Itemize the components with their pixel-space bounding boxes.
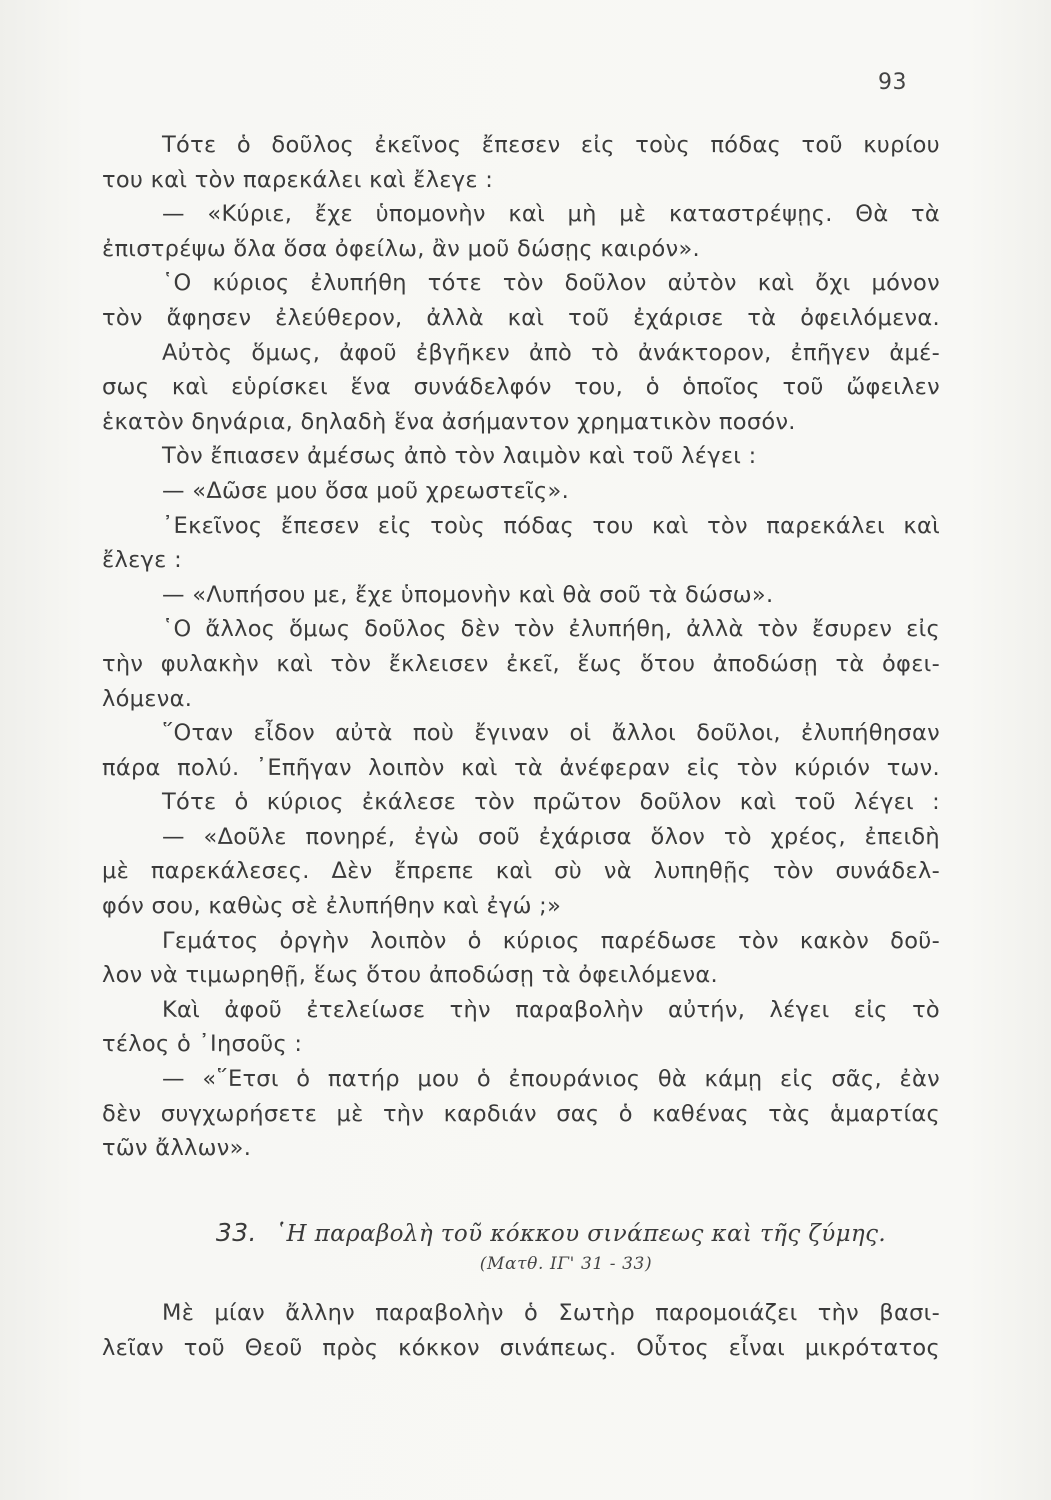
paragraph	[102, 924, 940, 993]
scripture-reference: (Ματθ. ΙΓ' 31 - 33)	[479, 1254, 653, 1274]
text-line: — «῞Ετσι ὁ πατήρ μου ὁ ἐπουράνιος θὰ κάμῃ εἰς σᾶς, ἐὰν	[162, 1066, 940, 1093]
text-line: ἔλεγε :	[102, 547, 182, 574]
dialogue-paragraph	[102, 820, 940, 924]
text-line: ῾Ο κύριος ἐλυπήθη τότε τὸν δοῦλον αὐτὸν καὶ ὄχι μόνον	[162, 270, 940, 297]
text-line: λεῖαν τοῦ Θεοῦ πρὸς κόκκον σινάπεως. Οὗτος εἶναι μικρότατος	[102, 1334, 940, 1361]
text-line: ἐπιστρέψω ὅλα ὅσα ὀφείλω, ἂν μοῦ δώσῃς καιρόν».	[102, 235, 700, 262]
page-number: 93	[878, 70, 907, 95]
text-line: τὸν ἄφησεν ἐλεύθερον, ἀλλὰ καὶ τοῦ ἐχάρισε τὰ ὀφειλόμενα.	[102, 304, 940, 331]
text-line: τέλος ὁ ᾿Ιησοῦς :	[102, 1031, 303, 1058]
text-line: Μὲ μίαν ἄλλην παραβολὴν ὁ Σωτὴρ παρομοιάζει τὴν βασι-	[162, 1300, 940, 1326]
main-text	[102, 128, 940, 1166]
paragraph	[102, 509, 940, 578]
text-line: Τὸν ἔπιασεν ἀμέσως ἀπὸ τὸν λαιμὸν καὶ τοῦ λέγει :	[162, 443, 757, 470]
text-line: Τότε ὁ δοῦλος ἐκεῖνος ἔπεσεν εἰς τοὺς πόδας τοῦ κυρίου	[162, 132, 940, 158]
text-line: φόν σου, καθὼς σὲ ἐλυπήθην καὶ ἐγώ ;»	[102, 893, 562, 920]
paragraph	[102, 336, 940, 440]
paragraph	[102, 612, 940, 716]
dialogue-paragraph	[162, 578, 940, 613]
paragraph	[102, 716, 940, 785]
paragraph	[102, 266, 940, 335]
text-line: — «Κύριε, ἔχε ὑπομονὴν καὶ μὴ μὲ καταστρέψῃς. Θὰ τὰ	[162, 201, 940, 228]
text-line: — «Δῶσε μου ὅσα μοῦ χρεωστεῖς».	[162, 477, 570, 504]
paragraph	[102, 128, 940, 197]
text-line: μὲ παρεκάλεσες. Δὲν ἔπρεπε καὶ σὺ νὰ λυπηθῇς τὸν συνάδελ-	[102, 858, 940, 885]
dialogue-paragraph	[102, 197, 940, 266]
paragraph	[102, 1296, 940, 1365]
text-line: ἑκατὸν δηνάρια, δηλαδὴ ἕνα ἀσήμαντον χρηματικὸν ποσόν.	[102, 408, 796, 435]
dialogue-paragraph	[102, 1062, 940, 1166]
text-line: Αὐτὸς ὅμως, ἀφοῦ ἐβγῆκεν ἀπὸ τὸ ἀνάκτορον, ἐπῆγεν ἀμέ-	[162, 339, 940, 366]
text-line: δὲν συγχωρήσετε μὲ τὴν καρδιάν σας ὁ καθένας τὰς ἁμαρτίας	[102, 1100, 940, 1127]
section-reference	[162, 1254, 940, 1274]
text-line: — «Δοῦλε πονηρέ, ἐγὼ σοῦ ἐχάρισα ὅλον τὸ χρέος, ἐπειδὴ	[162, 823, 940, 850]
section-number: 33.	[215, 1218, 257, 1247]
text-line: του καὶ τὸν παρεκάλει καὶ ἔλεγε :	[102, 166, 494, 193]
section-heading	[162, 1218, 940, 1247]
text-line: Καὶ ἀφοῦ ἐτελείωσε τὴν παραβολὴν αὐτήν, λέγει εἰς τὸ	[162, 996, 940, 1023]
section-text	[102, 1296, 940, 1365]
text-line: σως καὶ εὑρίσκει ἕνα συνάδελφόν του, ὁ ὁποῖος τοῦ ὤφειλεν	[102, 374, 940, 401]
text-line: τὴν φυλακὴν καὶ τὸν ἔκλεισεν ἐκεῖ, ἕως ὅτου ἀποδώσῃ τὰ ὀφει-	[102, 650, 940, 677]
text-line: Γεμάτος ὀργὴν λοιπὸν ὁ κύριος παρέδωσε τὸν κακὸν δοῦ-	[162, 927, 940, 954]
paragraph	[162, 785, 940, 820]
text-line: τῶν ἄλλων».	[102, 1135, 252, 1162]
section-title: ῾Η παραβολὴ τοῦ κόκκου σινάπεως καὶ τῆς ζύμης.	[274, 1221, 887, 1247]
text-line: Τότε ὁ κύριος ἐκάλεσε τὸν πρῶτον δοῦλον καὶ τοῦ λέγει :	[162, 789, 940, 816]
paragraph	[162, 439, 940, 474]
text-line: — «Λυπήσου με, ἔχε ὑπομονὴν καὶ θὰ σοῦ τὰ δώσω».	[162, 581, 774, 608]
paragraph	[102, 993, 940, 1062]
text-line: λον νὰ τιμωρηθῇ, ἕως ὅτου ἀποδώσῃ τὰ ὀφειλόμενα.	[102, 962, 718, 989]
text-line: ῾Ο ἄλλος ὅμως δοῦλος δὲν τὸν ἐλυπήθη, ἀλλὰ τὸν ἔσυρεν εἰς	[162, 616, 940, 643]
text-line: λόμενα.	[102, 685, 193, 712]
text-line: πάρα πολύ. ᾿Επῆγαν λοιπὸν καὶ τὰ ἀνέφεραν εἰς τὸν κύριόν των.	[102, 754, 940, 781]
dialogue-paragraph	[162, 474, 940, 509]
text-line: ῞Οταν εἶδον αὐτὰ ποὺ ἔγιναν οἱ ἄλλοι δοῦλοι, ἐλυπήθησαν	[162, 720, 940, 747]
text-line: ᾿Εκεῖνος ἔπεσεν εἰς τοὺς πόδας του καὶ τὸν παρεκάλει καὶ	[162, 512, 940, 539]
